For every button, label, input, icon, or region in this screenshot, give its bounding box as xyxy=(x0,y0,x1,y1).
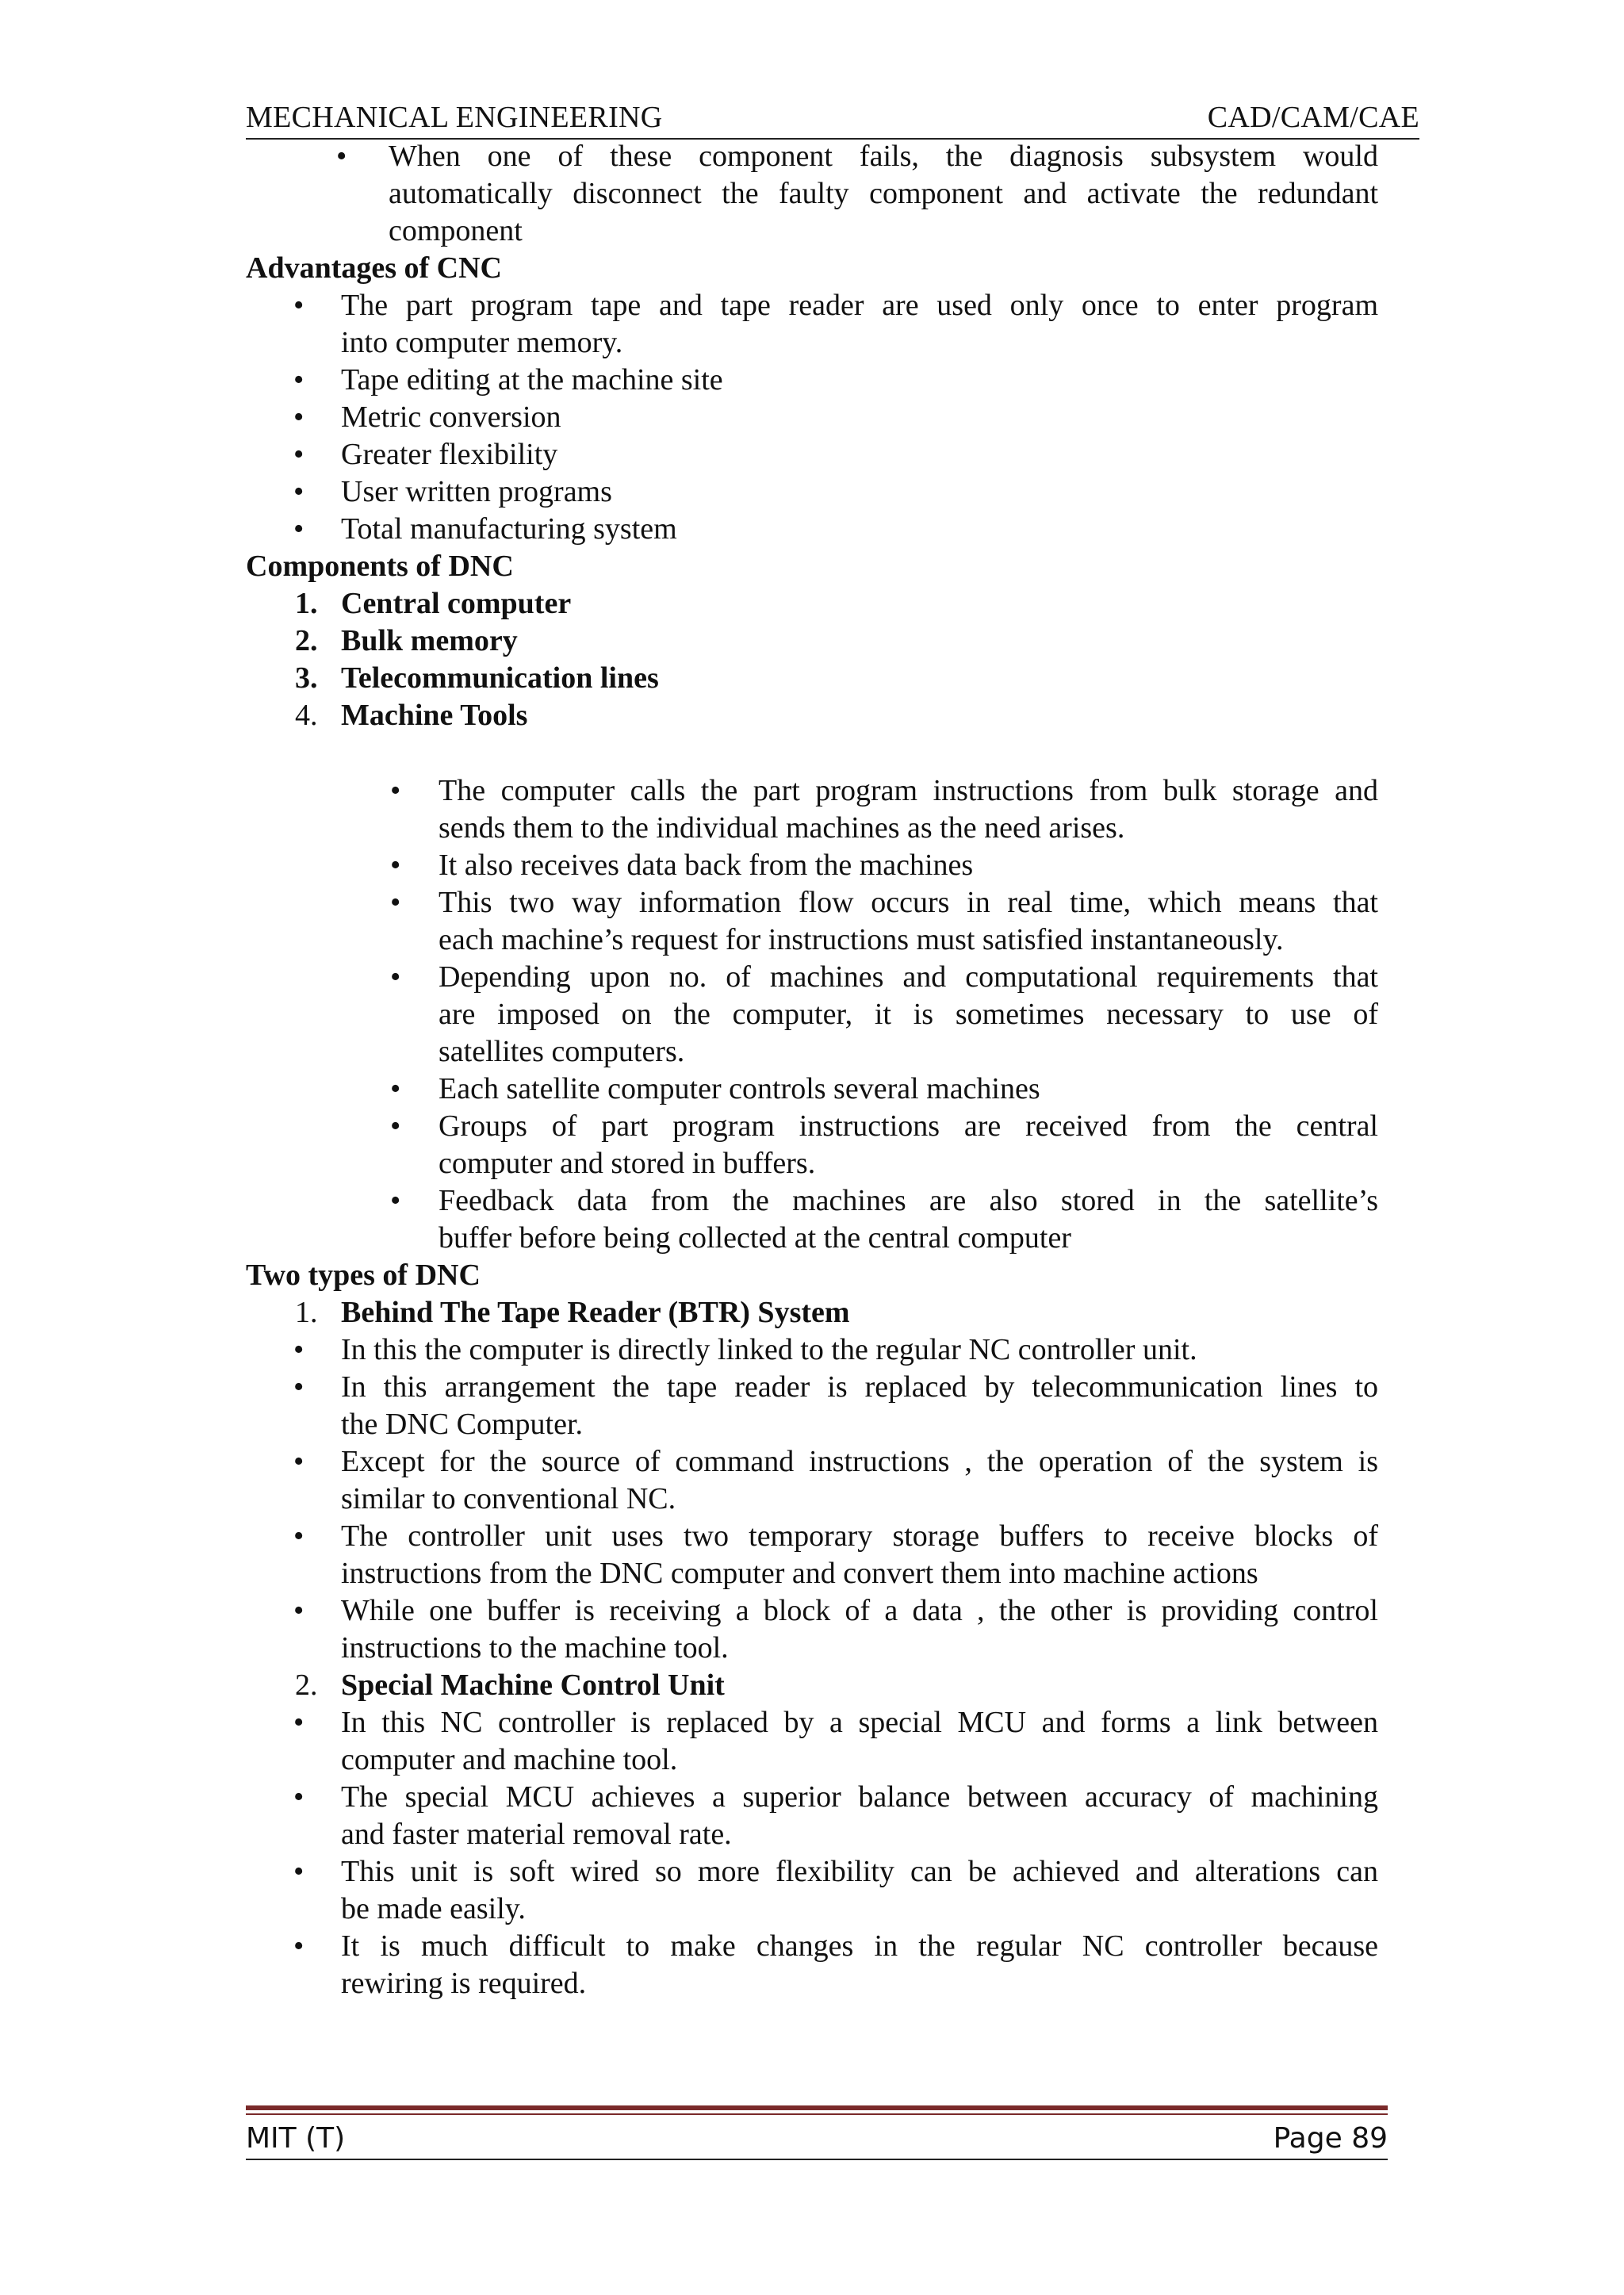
bullet-text-line: Total manufacturing system xyxy=(341,512,677,546)
bullet-text-line: similar to conventional NC. xyxy=(341,1482,676,1515)
component-item: Machine Tools xyxy=(341,699,528,732)
bullet-text-line: Except for the source of command instructions , the operation of the system is xyxy=(341,1445,1378,1478)
bullet-text-line: Greater flexibility xyxy=(341,438,558,471)
section-heading: Two types of DNC xyxy=(246,1259,481,1292)
bullet-text-line: It is much difficult to make changes in the regular NC controller because xyxy=(341,1929,1378,1963)
bullet-icon: • xyxy=(390,1109,401,1143)
bullet-icon: • xyxy=(293,1929,304,1963)
bullet-icon: • xyxy=(390,849,401,882)
bullet-text-line: In this arrangement the tape reader is replaced by telecommunication lines to xyxy=(341,1370,1378,1404)
bullet-icon: • xyxy=(293,1370,304,1404)
bullet-text-line: The controller unit uses two temporary storage buffers to receive blocks of xyxy=(341,1519,1378,1553)
bullet-icon: • xyxy=(336,140,347,173)
bullet-text-line: rewiring is required. xyxy=(341,1967,587,2000)
bullet-text-line: This unit is soft wired so more flexibility can be achieved and alterations can xyxy=(341,1855,1378,1888)
bullet-text-line: The special MCU achieves a superior balance between accuracy of machining xyxy=(341,1780,1378,1814)
bullet-text-line: the DNC Computer. xyxy=(341,1408,584,1441)
bullet-text-line: Each satellite computer controls several machines xyxy=(439,1072,1040,1105)
bullet-text-line: In this NC controller is replaced by a special MCU and forms a link between xyxy=(341,1706,1378,1739)
bullet-icon: • xyxy=(293,1706,304,1739)
bullet-text-line: computer and stored in buffers. xyxy=(439,1147,816,1180)
list-number: 1. xyxy=(295,587,318,620)
bullet-icon: • xyxy=(390,960,401,994)
bullet-icon: • xyxy=(293,475,304,508)
bullet-text-line: When one of these component fails, the diagnosis subsystem would xyxy=(389,140,1378,173)
footer-bottom-rule xyxy=(246,2159,1388,2160)
bullet-icon: • xyxy=(390,1072,401,1105)
bullet-text-line: The part program tape and tape reader are used only once to enter program xyxy=(341,289,1378,322)
bullet-icon: • xyxy=(293,1445,304,1478)
bullet-text-line: instructions to the machine tool. xyxy=(341,1631,729,1665)
bullet-icon: • xyxy=(293,363,304,397)
bullet-icon: • xyxy=(293,1333,304,1366)
bullet-icon: • xyxy=(293,1780,304,1814)
bullet-icon: • xyxy=(390,774,401,807)
page-number: Page 89 xyxy=(1273,2122,1388,2155)
header-subject: MECHANICAL ENGINEERING xyxy=(246,101,663,134)
list-number: 2. xyxy=(295,624,318,657)
list-number: 4. xyxy=(295,699,318,732)
bullet-text-line: Depending upon no. of machines and computational requirements that xyxy=(439,960,1378,994)
bullet-text-line: This two way information flow occurs in real time, which means that xyxy=(439,886,1378,919)
bullet-text-line: automatically disconnect the faulty component and activate the redundant xyxy=(389,177,1378,210)
bullet-text-line: instructions from the DNC computer and convert them into machine actions xyxy=(341,1557,1258,1590)
bullet-text-line: Groups of part program instructions are received from the central xyxy=(439,1109,1378,1143)
bullet-text-line: are imposed on the computer, it is sometimes necessary to use of xyxy=(439,998,1378,1031)
bullet-text-line: The computer calls the part program instructions from bulk storage and xyxy=(439,774,1378,807)
bullet-icon: • xyxy=(293,512,304,546)
bullet-icon: • xyxy=(293,438,304,471)
bullet-text-line: It also receives data back from the machines xyxy=(439,849,974,882)
bullet-text-line: Feedback data from the machines are also stored in the satellite’s xyxy=(439,1184,1378,1217)
list-number: 3. xyxy=(295,661,318,695)
bullet-icon: • xyxy=(293,1594,304,1627)
list-number: 1. xyxy=(295,1296,318,1329)
bullet-text-line: satellites computers. xyxy=(439,1035,685,1068)
subsection-title: Special Machine Control Unit xyxy=(341,1669,725,1702)
component-item: Telecommunication lines xyxy=(341,661,659,695)
section-heading: Advantages of CNC xyxy=(246,251,502,285)
bullet-text-line: be made easily. xyxy=(341,1892,526,1925)
component-item: Bulk memory xyxy=(341,624,518,657)
list-number: 2. xyxy=(295,1669,318,1702)
page-footer xyxy=(246,2119,1388,2159)
bullet-text-line: In this the computer is directly linked to the regular NC controller unit. xyxy=(341,1333,1197,1366)
bullet-icon: • xyxy=(293,1855,304,1888)
subsection-title: Behind The Tape Reader (BTR) System xyxy=(341,1296,850,1329)
bullet-icon: • xyxy=(293,1519,304,1553)
bullet-icon: • xyxy=(293,289,304,322)
header-course: CAD/CAM/CAE xyxy=(1207,101,1419,134)
bullet-text-line: and faster material removal rate. xyxy=(341,1818,732,1851)
bullet-text-line: each machine’s request for instructions must satisfied instantaneously. xyxy=(439,923,1284,956)
bullet-text-line: computer and machine tool. xyxy=(341,1743,678,1776)
bullet-text-line: sends them to the individual machines as the need arises. xyxy=(439,811,1125,845)
bullet-text-line: buffer before being collected at the central computer xyxy=(439,1221,1071,1255)
page-header xyxy=(246,94,1419,135)
bullet-text-line: User written programs xyxy=(341,475,612,508)
bullet-icon: • xyxy=(390,1184,401,1217)
bullet-icon: • xyxy=(293,400,304,434)
bullet-icon: • xyxy=(390,886,401,919)
bullet-text-line: While one buffer is receiving a block of a data , the other is providing control xyxy=(341,1594,1378,1627)
section-heading: Components of DNC xyxy=(246,550,514,583)
bullet-text-line: component xyxy=(389,214,523,247)
bullet-text-line: Metric conversion xyxy=(341,400,561,434)
footer-rule-thin xyxy=(246,2113,1388,2115)
component-item: Central computer xyxy=(341,587,572,620)
bullet-text-line: into computer memory. xyxy=(341,326,623,359)
bullet-text-line: Tape editing at the machine site xyxy=(341,363,723,397)
footer-institution: MIT (T) xyxy=(246,2122,346,2155)
footer-rule-thick xyxy=(246,2105,1388,2110)
